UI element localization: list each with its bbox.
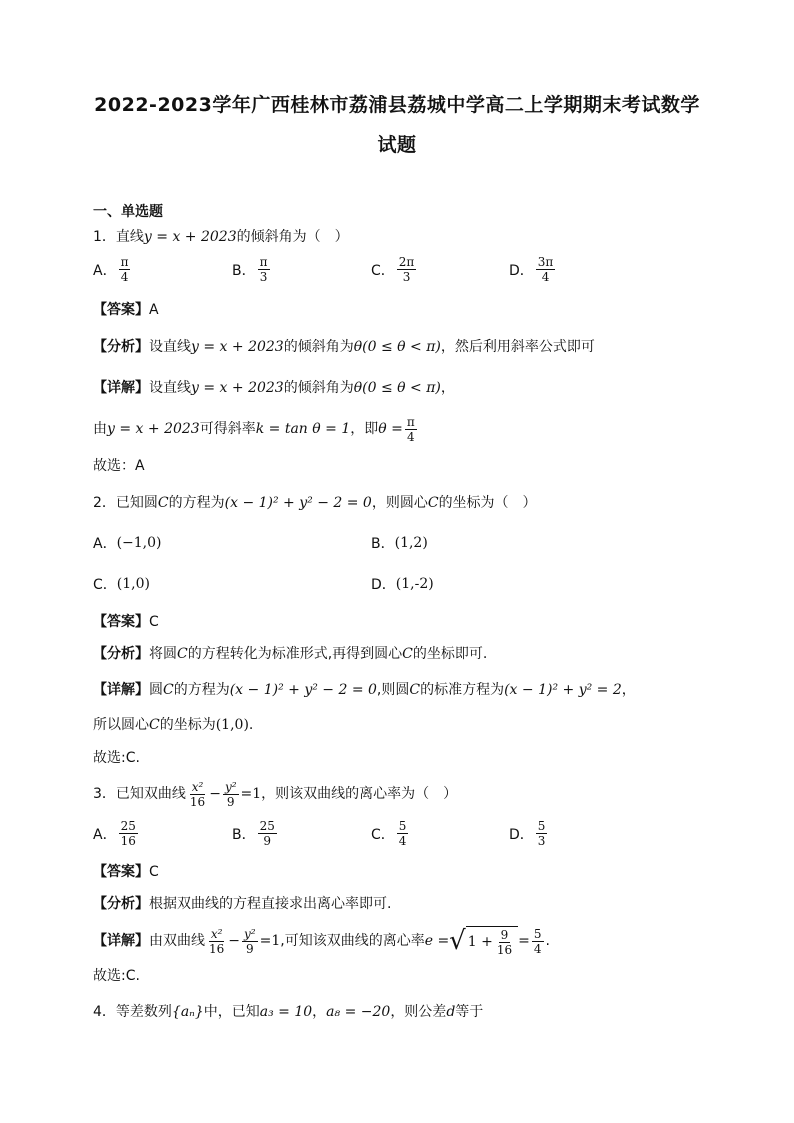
question-4: 4．等差数列{aₙ}中，已知a₃ = 10，a₈ = −20，则公差d等于 xyxy=(93,1004,484,1020)
q2-option-c: C． (1,0) xyxy=(93,576,150,593)
doc-title-line1: 2022-2023学年广西桂林市荔浦县荔城中学高二上学期期末考试数学 xyxy=(94,94,700,116)
q1-option-d: D． $\frac{3\pi}{4}$ xyxy=(509,255,554,284)
sqrt-expression: √ 1 + $\frac{9}{16}$ xyxy=(449,926,518,957)
q3-option-b: B． $\frac{25}{9}$ xyxy=(232,819,275,848)
q3-analysis: 【分析】根据双曲线的方程直接求出离心率即可. xyxy=(93,896,392,912)
q3-option-a: A． $\frac{25}{16}$ xyxy=(93,819,136,848)
q1-detail-line2: 由 y = x + 2023 可得斜率 k = tan θ = 1 ，即 θ = $\frac{\pi}{4}$ xyxy=(93,414,415,444)
q2-option-b: B． (1,2) xyxy=(371,535,428,552)
q2-analysis: 【分析】将圆C的方程转化为标准形式,再得到圆心C的坐标即可. xyxy=(93,646,488,662)
q2-choose: 故选:C. xyxy=(93,750,140,766)
question-1: 1．直线y = x + 2023的倾斜角为（ ） xyxy=(93,229,349,245)
q3-option-c: C． $\frac{5}{4}$ xyxy=(371,819,407,848)
q3-choose: 故选:C. xyxy=(93,968,140,984)
q1-equation: y = x + 2023 xyxy=(143,229,237,245)
question-2: 2．已知圆C的方程为(x − 1)² + y² − 2 = 0，则圆心C的坐标为（ ） xyxy=(93,495,537,511)
q1-answer: 【答案】A xyxy=(93,302,159,318)
q3-detail: 【详解】 由双曲线 $\frac{\text{x²}}{16}$ − $\frac{\text{y²}}{9}$ =1 ,可知该双曲线的离心率 e = √ 1 + $\frac{9}{16}$ = $\frac{5}{4}$ . xyxy=(93,926,550,957)
q3-option-d: D． $\frac{5}{3}$ xyxy=(509,819,546,848)
q2-equation: (x − 1)² + y² − 2 = 0 xyxy=(224,495,372,511)
q1-choose: 故选：A xyxy=(93,458,145,474)
q2-option-d: D． (1,‐2) xyxy=(371,576,434,593)
doc-title-line2: 试题 xyxy=(377,134,417,156)
q1-option-a: A． $\frac{\pi}{4}$ xyxy=(93,255,129,284)
q1-analysis: 【分析】设直线y = x + 2023的倾斜角为θ(0 ≤ θ < π)，然后利用斜率公式即可 xyxy=(93,339,595,355)
q1-option-c: C． $\frac{2\pi}{3}$ xyxy=(371,255,415,284)
section-heading: 一、单选题 xyxy=(93,204,163,220)
q2-detail-line2: 所以圆心C的坐标为(1,0). xyxy=(93,717,254,733)
q2-answer: 【答案】C xyxy=(93,614,159,630)
q2-detail: 【详解】圆C的方程为(x − 1)² + y² − 2 = 0,则圆C的标准方程为(x − 1)² + y² = 2， xyxy=(93,682,636,698)
q1-detail: 【详解】设直线y = x + 2023的倾斜角为θ(0 ≤ θ < π)， xyxy=(93,380,455,396)
q2-option-a: A． (−1,0) xyxy=(93,535,162,552)
q1-option-b: B． $\frac{\pi}{3}$ xyxy=(232,255,268,284)
question-3: 3．已知双曲线 $\frac{\text{x²}}{16}$ − $\frac{\text{y²}}{9}$ =1 ，则该双曲线的离心率为（ ） xyxy=(93,779,458,809)
q3-answer: 【答案】C xyxy=(93,864,159,880)
